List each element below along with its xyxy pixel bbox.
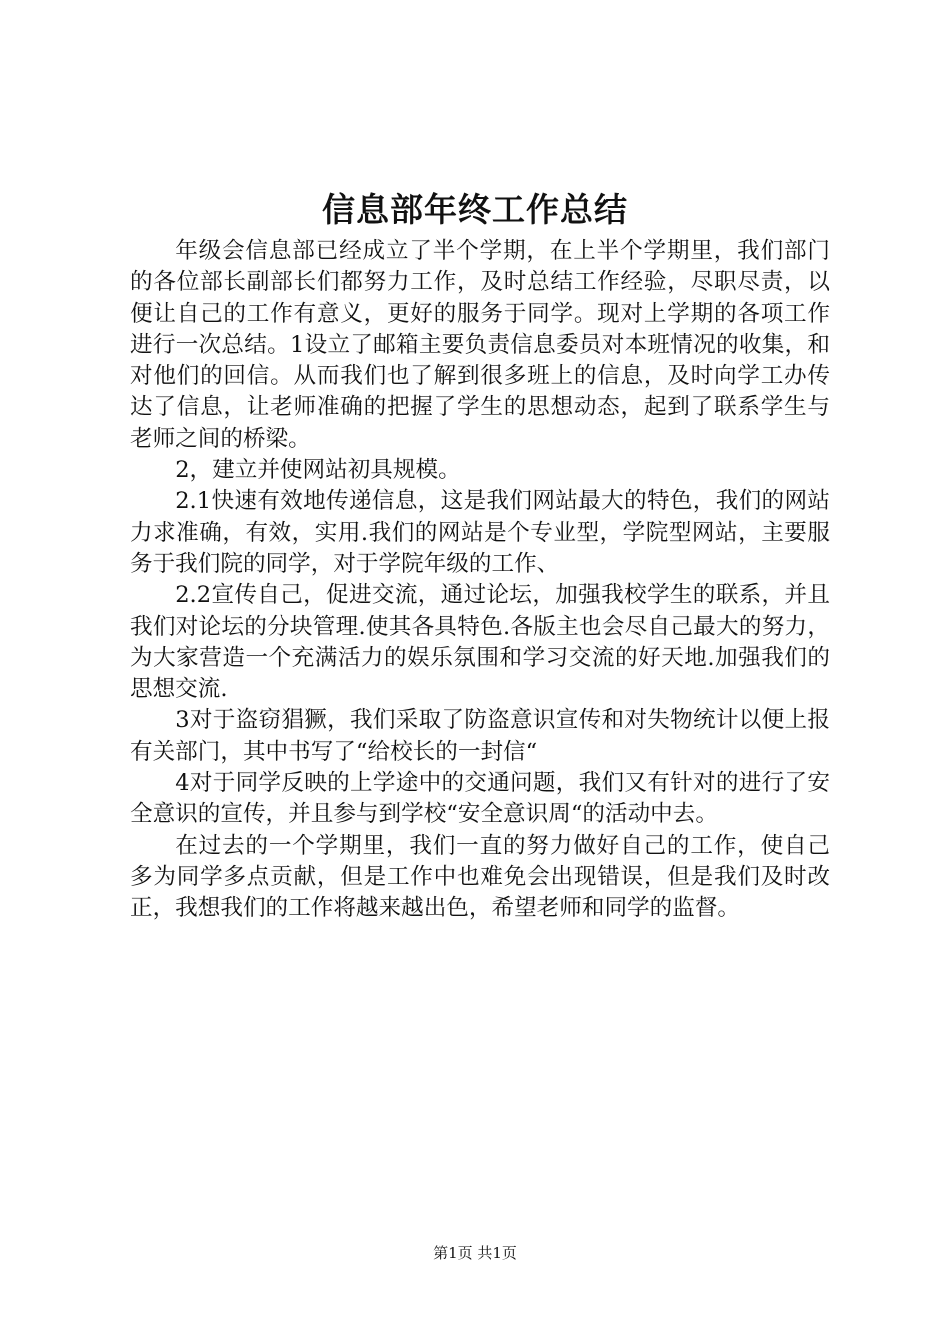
document-body [130, 236, 830, 925]
paragraph-conclusion: 在过去的一个学期里，我们一直的努力做好自己的工作，使自己多为同学多点贡献，但是工作中也难免会出现错误，但是我们及时改正，我想我们的工作将越来越出色，希望老师和同学的监督。 [130, 832, 830, 922]
document-title: 信息部年终工作总结 [322, 190, 628, 229]
paragraph-traffic: 4对于同学反映的上学途中的交通问题，我们又有针对的进行了安全意识的宣传，并且参与到学校“安全意识周“的活动中去。 [130, 770, 830, 828]
page-footer: 第1页 共1页 [433, 1244, 517, 1262]
paragraph-theft: 3对于盗窃猖獗，我们采取了防盗意识宣传和对失物统计以便上报有关部门，其中书写了“给校长的一封信“ [130, 707, 830, 765]
paragraph-website-2-2: 2.2宣传自己，促进交流，通过论坛，加强我校学生的联系，并且我们对论坛的分块管理.使其各具特色.各版主也会尽自己最大的努力，为大家营造一个充满活力的娱乐氛围和学习交流的好天地.加强我们的思想交流. [130, 582, 830, 703]
paragraph-website-2-1: 2.1快速有效地传递信息，这是我们网站最大的特色，我们的网站力求准确，有效，实用.我们的网站是个专业型，学院型网站，主要服务于我们院的同学，对于学院年级的工作、 [130, 488, 830, 577]
paragraph-intro: 年级会信息部已经成立了半个学期，在上半个学期里，我们部门的各位部长副部长们都努力工作，及时总结工作经验，尽职尽责，以便让自己的工作有意义，更好的服务于同学。现对上学期的各项工作进行一次总结。1设立了邮箱主要负责信息委员对本班情况的收集，和对他们的回信。从而我们也了解到很多班上的信息，及时向学工办传达了信息，让老师准确的把握了学生的思想动态，起到了联系学生与老师之间的桥梁。 [130, 238, 830, 452]
paragraph-website: 2，建立并使网站初具规模。 [175, 457, 461, 484]
